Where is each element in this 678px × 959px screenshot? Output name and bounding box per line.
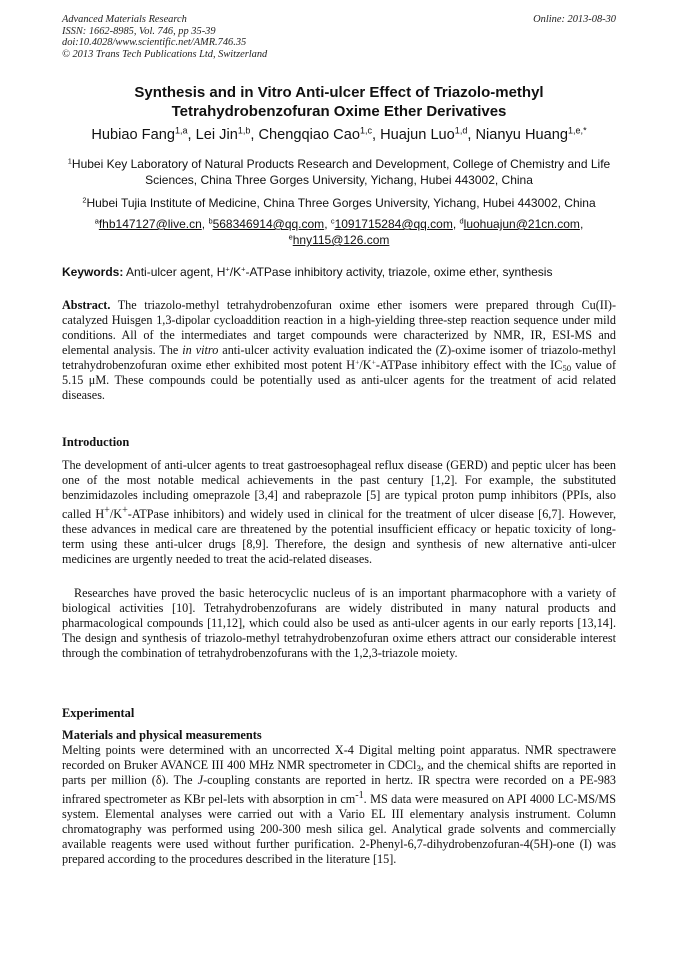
affiliation-text: Hubei Key Laboratory of Natural Products Research and Development, College of Chemistry and Life Sciences, China Three Gorges University, Yichang, Hubei 443002, China	[71, 157, 611, 187]
author-affiliation-mark: 1,a	[174, 125, 188, 136]
author-affiliation-mark: 1,d	[454, 125, 468, 136]
email-link[interactable]: luohuajun@21cn.com	[463, 217, 580, 231]
email-link[interactable]: fhb147127@live.cn	[98, 217, 202, 231]
author-name: Nianyu Huang	[475, 127, 568, 143]
abstract-text: value of 5.15 μM. These compounds could be potentially used as anti-ulcer agents for the treatment of acid related diseases.	[62, 358, 617, 402]
experimental-heading: Experimental	[62, 706, 135, 720]
author-name: Huajun Luo	[380, 127, 455, 143]
superscript: -1	[355, 790, 364, 801]
email-mark: e	[288, 232, 293, 242]
paragraph-text: . MS data were measured on API 4000 LC-MS/MS system. Elemental analyses were carried out with a Vario EL III elementary analysis instrument. Column chromatography was performed using 200-300 mesh silica gel. Analytical grade solvents and commercially available reagents were used without further purification. 2-Phenyl-6,7-dihydrobenzofuran-4(5H)-one (I) was prepared according to the procedures described in the literature [15].	[62, 792, 616, 867]
keywords-text: Anti-ulcer agent, H	[126, 265, 226, 279]
email-link[interactable]: 568346914@qq.com	[212, 217, 325, 231]
author-affiliation-mark: 1,e,*	[567, 125, 587, 136]
email-mark: c	[330, 216, 335, 226]
journal-doi: doi:10.4028/www.scientific.net/AMR.746.35	[62, 37, 247, 48]
abstract-text: The triazolo-methyl tetrahydrobenzofuran oxime ether isomers were prepared through Cu(II)-catalyzed Huisgen 1,3-dipolar cycloaddition reaction in a high-yielding three-step reaction sequence under mild conditions. All of the intermediates and target compounds were characterized by NMR, IR, ESI-MS and elemental analysis. The	[62, 298, 617, 357]
title-line-1: Synthesis and in Vitro Anti-ulcer Effect of Triazolo-methyl	[134, 84, 544, 101]
materials-paragraph	[62, 743, 616, 867]
introduction-paragraph-2: Researches have proved the basic heterocyclic nucleus of is an important pharmacophore with a variety of biological activities [10]. Tetrahydrobenzofurans are widely distributed in many natural products and pharmacological compounds [11,12], which could also be used as anti-ulcer agents in our early reports [13,14]. The design and synthesis of triazolo-methyl tetrahydrobenzofuran oxime ethers attract our considerable interest through the combination of tetrahydrobenzofurans with the 1,2,3-triazole moiety.	[62, 586, 616, 660]
journal-issn: ISSN: 1662-8985, Vol. 746, pp 35-39	[62, 25, 216, 37]
keywords-text: /K	[229, 265, 242, 279]
author-affiliation-mark: 1,c	[359, 125, 373, 136]
journal-name: Advanced Materials Research	[62, 14, 187, 25]
affiliation-2	[62, 195, 616, 211]
abstract-text: /K	[359, 358, 372, 372]
superscript: +	[371, 357, 376, 367]
email-link[interactable]: hny115@126.com	[292, 233, 390, 247]
keywords-text: -ATPase inhibitory activity, triazole, oxime ether, synthesis	[245, 265, 553, 279]
affiliation-number: 2	[82, 195, 87, 205]
abstract	[62, 298, 616, 403]
email-link[interactable]: 1091715284@qq.com	[334, 217, 453, 231]
abstract-label: Abstract.	[62, 298, 111, 312]
paragraph-text: -coupling constants are reported in hertz. IR spectra were recorded on a PE-983 infrared spectrometer as KBr pel-lets with absorption in cm	[62, 773, 617, 807]
title-line-2: Tetrahydrobenzofuran Oxime Ether Derivatives	[171, 103, 507, 120]
subscript: 50	[562, 362, 572, 373]
online-date: Online: 2013-08-30	[533, 14, 616, 25]
author-name: Chengqiao Cao	[258, 127, 360, 143]
affiliation-text: Hubei Tujia Institute of Medicine, China Three Gorges University, Yichang, Hubei 443002, China	[86, 196, 596, 210]
superscript: +	[104, 505, 110, 516]
introduction-heading: Introduction	[62, 435, 130, 449]
affiliation-1	[62, 156, 616, 188]
superscript: +	[355, 357, 360, 367]
author-affiliation-mark: 1,b	[237, 125, 251, 136]
author-name: Hubiao Fang	[91, 127, 175, 143]
author-list: Hubiao Fang$^{1,a}$, Lei Jin$^{1,b}$, Chengqiao Cao$^{1,c}$, Huajun Luo$^{1,d}$, Nianyu Huang$^{1,e,*}$	[91, 125, 587, 143]
affiliation-number: 1	[67, 156, 72, 166]
journal-header	[62, 14, 616, 60]
superscript: +	[241, 264, 246, 274]
materials-subheading: Materials and physical measurements	[62, 728, 262, 742]
superscript: +	[225, 264, 230, 274]
paper-title	[40, 83, 638, 121]
keywords	[62, 265, 616, 280]
paragraph-text: Melting points were determined with an uncorrected X-4 Digital melting point apparatus. NMR spectrawere recorded on Bruker AVANCE III 400 MHz NMR spectrometer in CDCl	[62, 743, 616, 772]
abstract-italic: in vitro	[182, 343, 219, 357]
author-emails: $^a$fhb147127@live.cn, $^b$568346914@qq.com, $^c$1091715284@qq.com, $^d$luohuajun@21cn.com, $^e$hny115@126.com	[94, 216, 584, 247]
abstract-text: -ATPase inhibitory effect with the IC	[375, 358, 563, 372]
email-mark: b	[208, 216, 213, 226]
superscript: +	[122, 505, 128, 516]
introduction-paragraph-1	[62, 458, 616, 567]
paragraph-italic: J	[197, 773, 204, 787]
email-mark: a	[94, 216, 99, 226]
abstract-text: anti-ulcer activity evaluation indicated the (Z)-oxime isomer of triazolo-methyl tetrahydrobenzofuran oxime ether exhibited most potent H	[62, 343, 617, 372]
paragraph-text: , and the chemical shifts are reported in parts per million (δ). The	[62, 758, 616, 787]
paragraph-text: The development of anti-ulcer agents to treat gastroesophageal reflux disease (GERD) and peptic ulcer has been one of the most notable medical achievements in the past century [1,2]. For example, the substituted benzimidazoles including omeprazole [3,4] and rabeprazole [5] are typical proton pump inhibitors (PPIs, also called H	[62, 458, 616, 522]
email-mark: d	[459, 216, 464, 226]
keywords-label: Keywords:	[62, 265, 124, 279]
author-name: Lei Jin	[195, 127, 238, 143]
subscript: 3	[416, 762, 421, 773]
paragraph-text: /K	[109, 507, 123, 522]
paragraph-text: -ATPase inhibitors) and widely used in clinical for the treatment of ulcer disease [6,7]. However, these advances in medical care are threatened by the potential insufficient efficacy or hepatic toxicity of long-term using these anti-ulcer drugs [8,9]. Therefore, the design and synthesis of new alternative anti-ulcer medicines are urgently needed to treat the acid-related diseases.	[62, 507, 616, 567]
journal-copyright: © 2013 Trans Tech Publications Ltd, Switzerland	[62, 48, 268, 60]
